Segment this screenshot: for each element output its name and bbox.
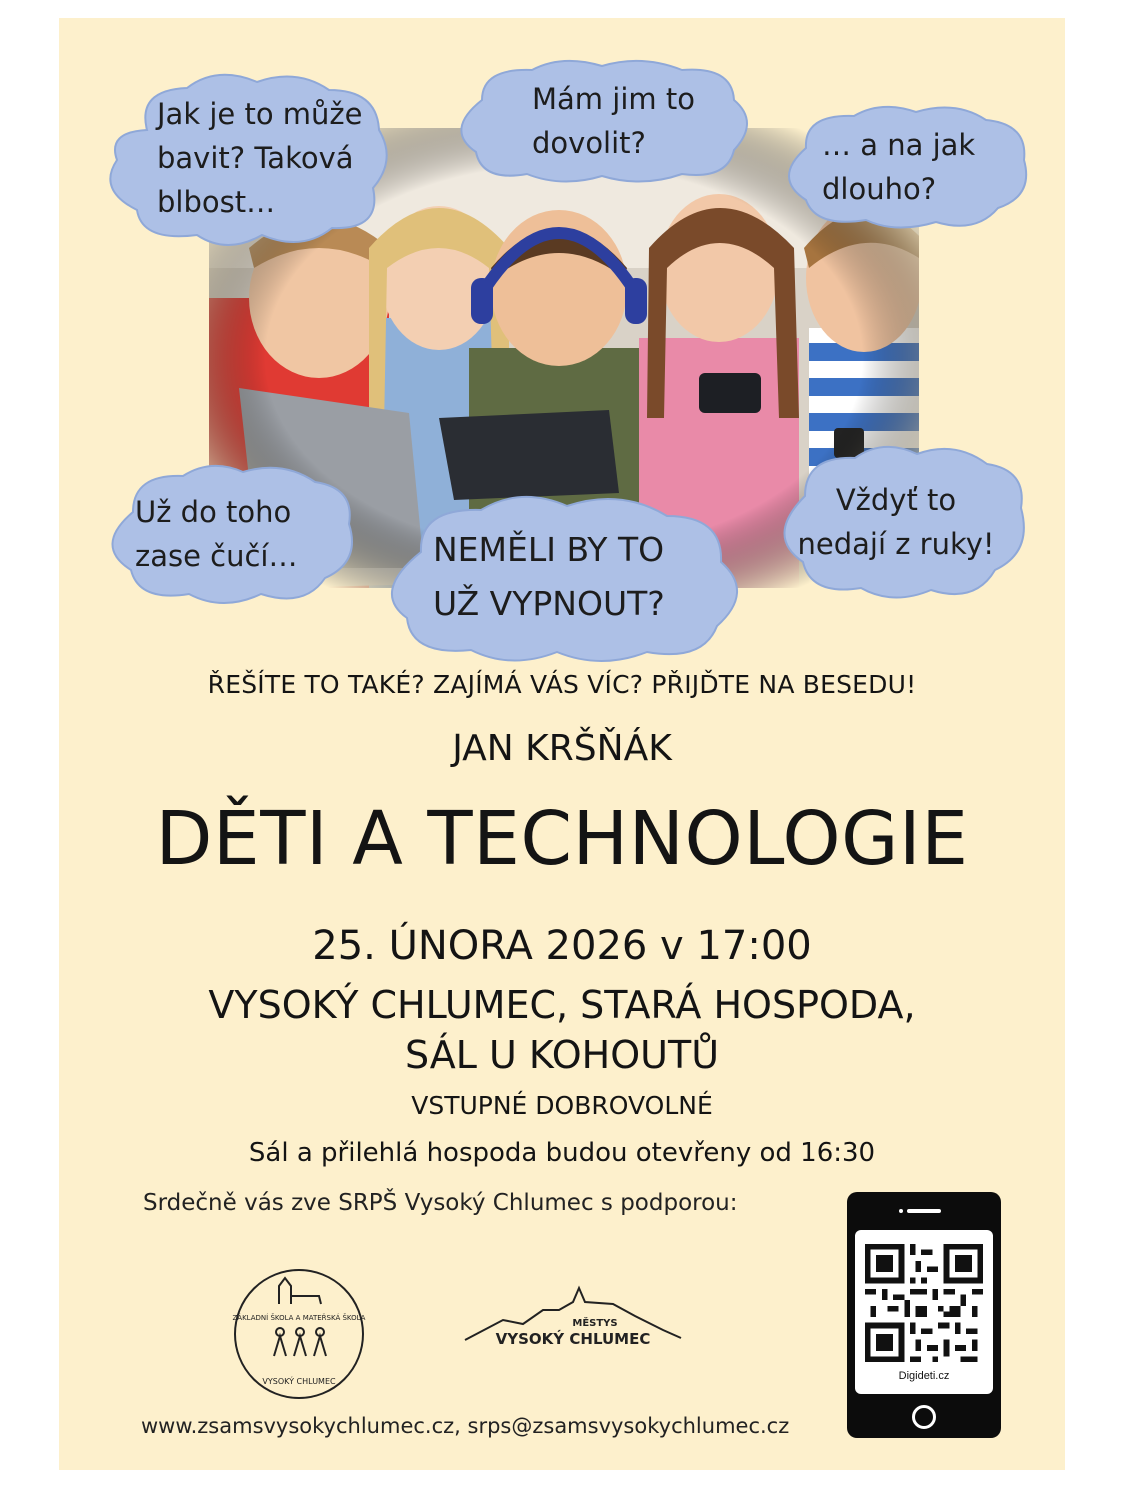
cloud-text: Vždyť to nedají z ruky! bbox=[797, 483, 995, 561]
phone-screen bbox=[855, 1230, 993, 1394]
phone-home-button bbox=[912, 1405, 936, 1429]
svg-text:VYSOKÝ CHLUMEC: VYSOKÝ CHLUMEC bbox=[262, 1377, 336, 1386]
school-logo bbox=[229, 1256, 369, 1402]
contact-line: www.zsamsvysokychlumec.cz, srps@zsamsvysokychlumec.cz bbox=[141, 1414, 790, 1438]
event-place: VYSOKÝ CHLUMEC, STARÁ HOSPODA, SÁL U KOHOUTŮ bbox=[208, 983, 916, 1077]
cloud-text: Už do toho zase čučí… bbox=[135, 495, 298, 573]
cloud-text: Jak je to může bavit? Taková blbost… bbox=[157, 97, 363, 219]
entry-fee: VSTUPNÉ DOBROVOLNÉ bbox=[411, 1091, 713, 1120]
thought-cloud bbox=[371, 492, 751, 662]
qr-code[interactable] bbox=[865, 1244, 983, 1362]
thought-cloud bbox=[93, 462, 355, 606]
cloud-text: NEMĚLI BY TO UŽ VYPNOUT? bbox=[433, 530, 665, 623]
event-title: DĚTI A TECHNOLOGIE bbox=[155, 796, 969, 882]
thought-cloud bbox=[765, 442, 1027, 602]
phone-qr-graphic bbox=[847, 1192, 1001, 1438]
support-line: Srdečně vás zve SRPŠ Vysoký Chlumec s podporou: bbox=[143, 1190, 738, 1216]
event-date: 25. ÚNORA 2026 v 17:00 bbox=[312, 923, 812, 969]
poster bbox=[59, 18, 1065, 1470]
thought-cloud bbox=[766, 104, 1028, 230]
speaker-name: JAN KRŠŇÁK bbox=[452, 728, 672, 769]
phone-speaker bbox=[907, 1209, 941, 1213]
cloud-text: … a na jak dlouho? bbox=[822, 128, 976, 206]
qr-label: Digideti.cz bbox=[898, 1370, 950, 1382]
svg-text:VYSOKÝ CHLUMEC: VYSOKÝ CHLUMEC bbox=[495, 1330, 651, 1348]
svg-text:MĚSTYS: MĚSTYS bbox=[572, 1318, 618, 1329]
cloud-text: Mám jim to dovolit? bbox=[532, 82, 695, 160]
svg-text:ZÁKLADNÍ ŠKOLA A MATEŘSKÁ ŠKOL: ZÁKLADNÍ ŠKOLA A MATEŘSKÁ ŠKOLA bbox=[232, 1314, 366, 1322]
phone-camera bbox=[899, 1209, 903, 1213]
town-logo bbox=[463, 1280, 683, 1352]
thought-cloud bbox=[442, 60, 754, 182]
opening-time: Sál a přilehlá hospoda budou otevřeny od 16:30 bbox=[248, 1138, 876, 1168]
invitation-line: ŘEŠÍTE TO TAKÉ? ZAJÍMÁ VÁS VÍC? PŘIJĎTE NA BESEDU! bbox=[207, 670, 917, 699]
thought-cloud bbox=[97, 70, 389, 246]
